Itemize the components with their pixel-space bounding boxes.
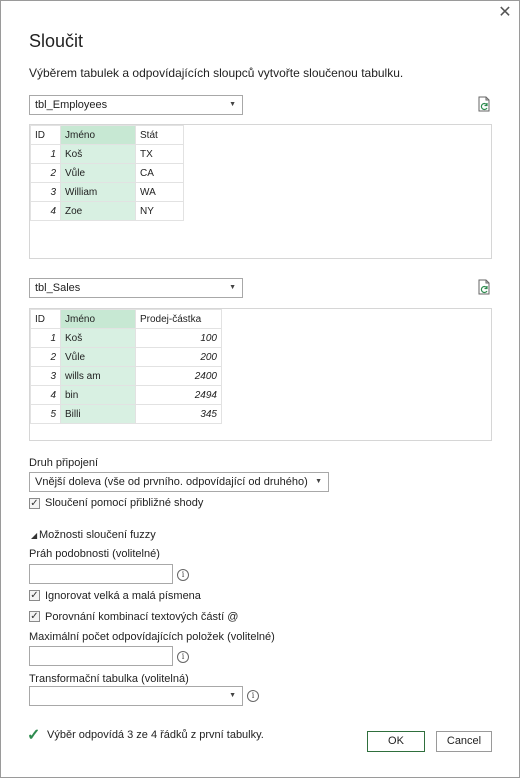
table-row	[31, 348, 222, 367]
column-header-selected[interactable]: Jméno	[61, 126, 136, 145]
row-index: 1	[31, 145, 61, 164]
table2-select-value: tbl_Sales	[35, 282, 81, 294]
max-matches-label: Maximální počet odpovídajících položek (volitelné)	[29, 631, 275, 643]
transform-table-select[interactable]	[29, 686, 243, 706]
row-index: 5	[31, 405, 61, 424]
row-index: 3	[31, 367, 61, 386]
table-row	[31, 183, 184, 202]
match-status-text: Výběr odpovídá 3 ze 4 řádků z první tabulky.	[47, 729, 264, 741]
cell: TX	[136, 145, 184, 164]
combine-text-parts-checkbox[interactable]: ✓	[30, 611, 39, 622]
dialog-title: Sloučit	[29, 31, 84, 51]
cell: Koš	[61, 329, 136, 348]
cell: 200	[136, 348, 222, 367]
table2-select[interactable]	[29, 278, 243, 298]
fuzzy-match-label: Sloučení pomocí přibližné shody	[45, 497, 204, 509]
row-index: 2	[31, 164, 61, 183]
match-check-icon: ✓	[27, 727, 41, 744]
cell: Billi	[61, 405, 136, 424]
fuzzy-options-label[interactable]: Možnosti sloučení fuzzy	[39, 529, 156, 541]
refresh-icon[interactable]	[476, 279, 492, 295]
table-row	[31, 202, 184, 221]
table-row	[31, 405, 222, 424]
cell: 2400	[136, 367, 222, 386]
join-kind-select[interactable]	[29, 472, 329, 492]
table-row	[31, 145, 184, 164]
row-index: 2	[31, 348, 61, 367]
threshold-label: Práh podobnosti (volitelné)	[29, 548, 160, 560]
cell: WA	[136, 183, 184, 202]
cell: William	[61, 183, 136, 202]
table1-select-value: tbl_Employees	[35, 99, 108, 111]
info-icon[interactable]: i	[177, 569, 189, 581]
table1-select[interactable]	[29, 95, 243, 115]
join-kind-value: Vnější doleva (vše od prvního. odpovídající od druhého)	[35, 476, 308, 488]
row-index: 4	[31, 202, 61, 221]
table1-grid	[30, 125, 184, 221]
max-matches-input[interactable]	[29, 646, 173, 666]
table-row	[31, 329, 222, 348]
dialog-subtitle: Výběrem tabulek a odpovídajících sloupců vytvořte sloučenou tabulku.	[29, 66, 404, 80]
ignore-case-checkbox[interactable]: ✓	[30, 590, 39, 601]
cell: Zoe	[61, 202, 136, 221]
ignore-case-label: Ignorovat velká a malá písmena	[45, 590, 201, 602]
threshold-input[interactable]	[29, 564, 173, 584]
row-index: 3	[31, 183, 61, 202]
fuzzy-match-checkbox[interactable]: ✓	[30, 498, 39, 509]
cell: Vůle	[61, 164, 136, 183]
cell: Vůle	[61, 348, 136, 367]
cell: Koš	[61, 145, 136, 164]
cell: CA	[136, 164, 184, 183]
column-header[interactable]: Prodej-částka	[136, 310, 222, 329]
column-header[interactable]: ID	[31, 310, 61, 329]
cell: 345	[136, 405, 222, 424]
chevron-down-icon: ▼	[315, 478, 322, 485]
column-header-selected[interactable]: Jméno	[61, 310, 136, 329]
table1-preview	[29, 124, 492, 259]
cell: 2494	[136, 386, 222, 405]
close-icon[interactable]: ✕	[498, 4, 512, 21]
chevron-down-icon: ▼	[229, 284, 236, 291]
info-icon[interactable]: i	[177, 651, 189, 663]
row-index: 1	[31, 329, 61, 348]
info-icon[interactable]: i	[247, 690, 259, 702]
row-index: 4	[31, 386, 61, 405]
chevron-down-icon: ▼	[229, 692, 236, 699]
cell: bin	[61, 386, 136, 405]
table-row	[31, 164, 184, 183]
table-row	[31, 386, 222, 405]
transform-table-label: Transformační tabulka (volitelná)	[29, 673, 189, 685]
table2-grid	[30, 309, 222, 424]
cell: NY	[136, 202, 184, 221]
cell: wills am	[61, 367, 136, 386]
chevron-down-icon: ▼	[229, 101, 236, 108]
refresh-icon[interactable]	[476, 96, 492, 112]
table2-preview	[29, 308, 492, 441]
column-header[interactable]: ID	[31, 126, 61, 145]
cancel-button[interactable]: Cancel	[436, 731, 492, 752]
cell: 100	[136, 329, 222, 348]
join-kind-label: Druh připojení	[29, 457, 99, 469]
table-row	[31, 367, 222, 386]
combine-text-parts-label: Porovnání kombinací textových částí @	[45, 611, 239, 623]
column-header[interactable]: Stát	[136, 126, 184, 145]
ok-button[interactable]: OK	[367, 731, 425, 752]
expand-triangle-icon[interactable]: ◢	[31, 531, 38, 540]
